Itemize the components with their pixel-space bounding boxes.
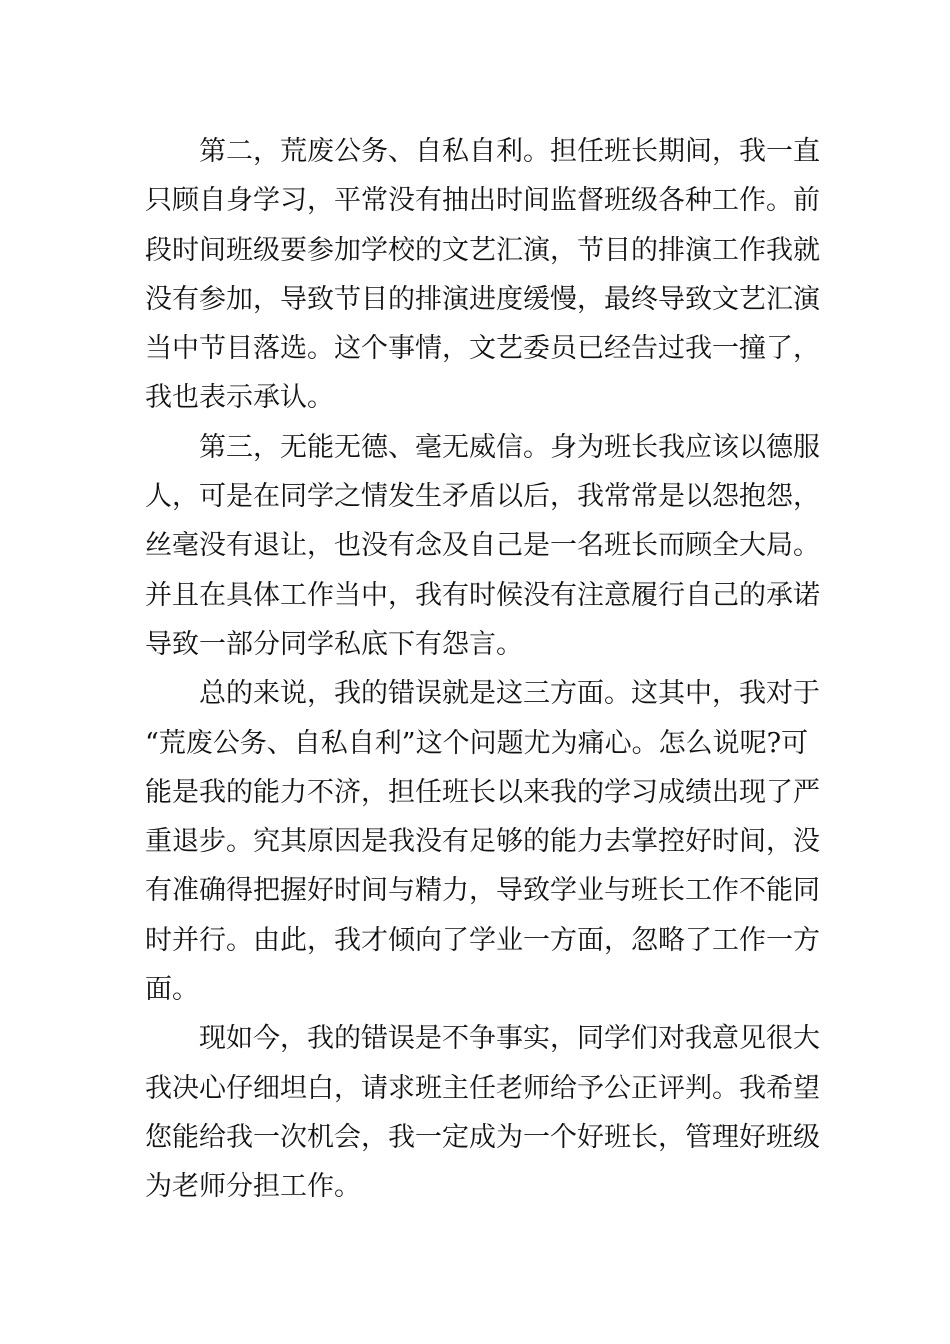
paragraph-3 bbox=[145, 669, 820, 1014]
paragraph-line: 第二，荒废公务、自私自利。担任班长期间，我一直 bbox=[199, 136, 820, 167]
paragraph-line: 有准确得把握好时间与精力，导致学业与班长工作不能同 bbox=[145, 875, 820, 907]
paragraph-line: 我决心仔细坦白，请求班主任老师给予公正评判。我希望 bbox=[145, 1072, 820, 1104]
paragraph-line: 重退步。究其原因是我没有足够的能力去掌控好时间，没 bbox=[145, 826, 820, 858]
paragraph-line: 时并行。由此，我才倾向了学业一方面，忽略了工作一方 bbox=[145, 924, 820, 956]
paragraph-line: 我也表示承认。 bbox=[145, 382, 334, 414]
paragraph-line: 您能给我一次机会，我一定成为一个好班长，管理好班级 bbox=[145, 1121, 820, 1153]
paragraph-line: 并且在具体工作当中，我有时候没有注意履行自己的承诺 bbox=[145, 579, 820, 611]
paragraph-4 bbox=[145, 1014, 820, 1211]
paragraph-line: 丝毫没有退让，也没有念及自己是一名班长而顾全大局。 bbox=[145, 530, 820, 562]
paragraph-2 bbox=[145, 423, 820, 669]
paragraph-line: 人，可是在同学之情发生矛盾以后，我常常是以怨抱怨， bbox=[145, 481, 820, 513]
paragraph-1 bbox=[145, 127, 820, 423]
document-body bbox=[145, 127, 820, 1212]
paragraph-line: 当中节目落选。这个事情，文艺委员已经告过我一撞了， bbox=[145, 333, 820, 365]
paragraph-line: 总的来说，我的错误就是这三方面。这其中，我对于 bbox=[199, 678, 820, 710]
paragraph-line: 没有参加，导致节目的排演进度缓慢，最终导致文艺汇演 bbox=[145, 283, 820, 315]
paragraph-line: 导致一部分同学私底下有怨言。 bbox=[145, 628, 523, 660]
paragraph-line: “荒废公务、自私自利”这个问题尤为痛心。怎么说呢?可 bbox=[145, 727, 809, 759]
paragraph-line: 第三，无能无德、毫无威信。身为班长我应该以德服 bbox=[199, 431, 820, 463]
paragraph-line: 现如今，我的错误是不争事实，同学们对我意见很大 bbox=[199, 1023, 820, 1055]
paragraph-line: 段时间班级要参加学校的文艺汇演，节目的排演工作我就 bbox=[145, 234, 820, 266]
paragraph-line: 为老师分担工作。 bbox=[145, 1171, 361, 1203]
paragraph-line: 能是我的能力不济，担任班长以来我的学习成绩出现了严 bbox=[145, 776, 820, 808]
paragraph-line: 面。 bbox=[145, 974, 199, 1006]
paragraph-line: 只顾自身学习，平常没有抽出时间监督班级各种工作。前 bbox=[145, 185, 820, 217]
